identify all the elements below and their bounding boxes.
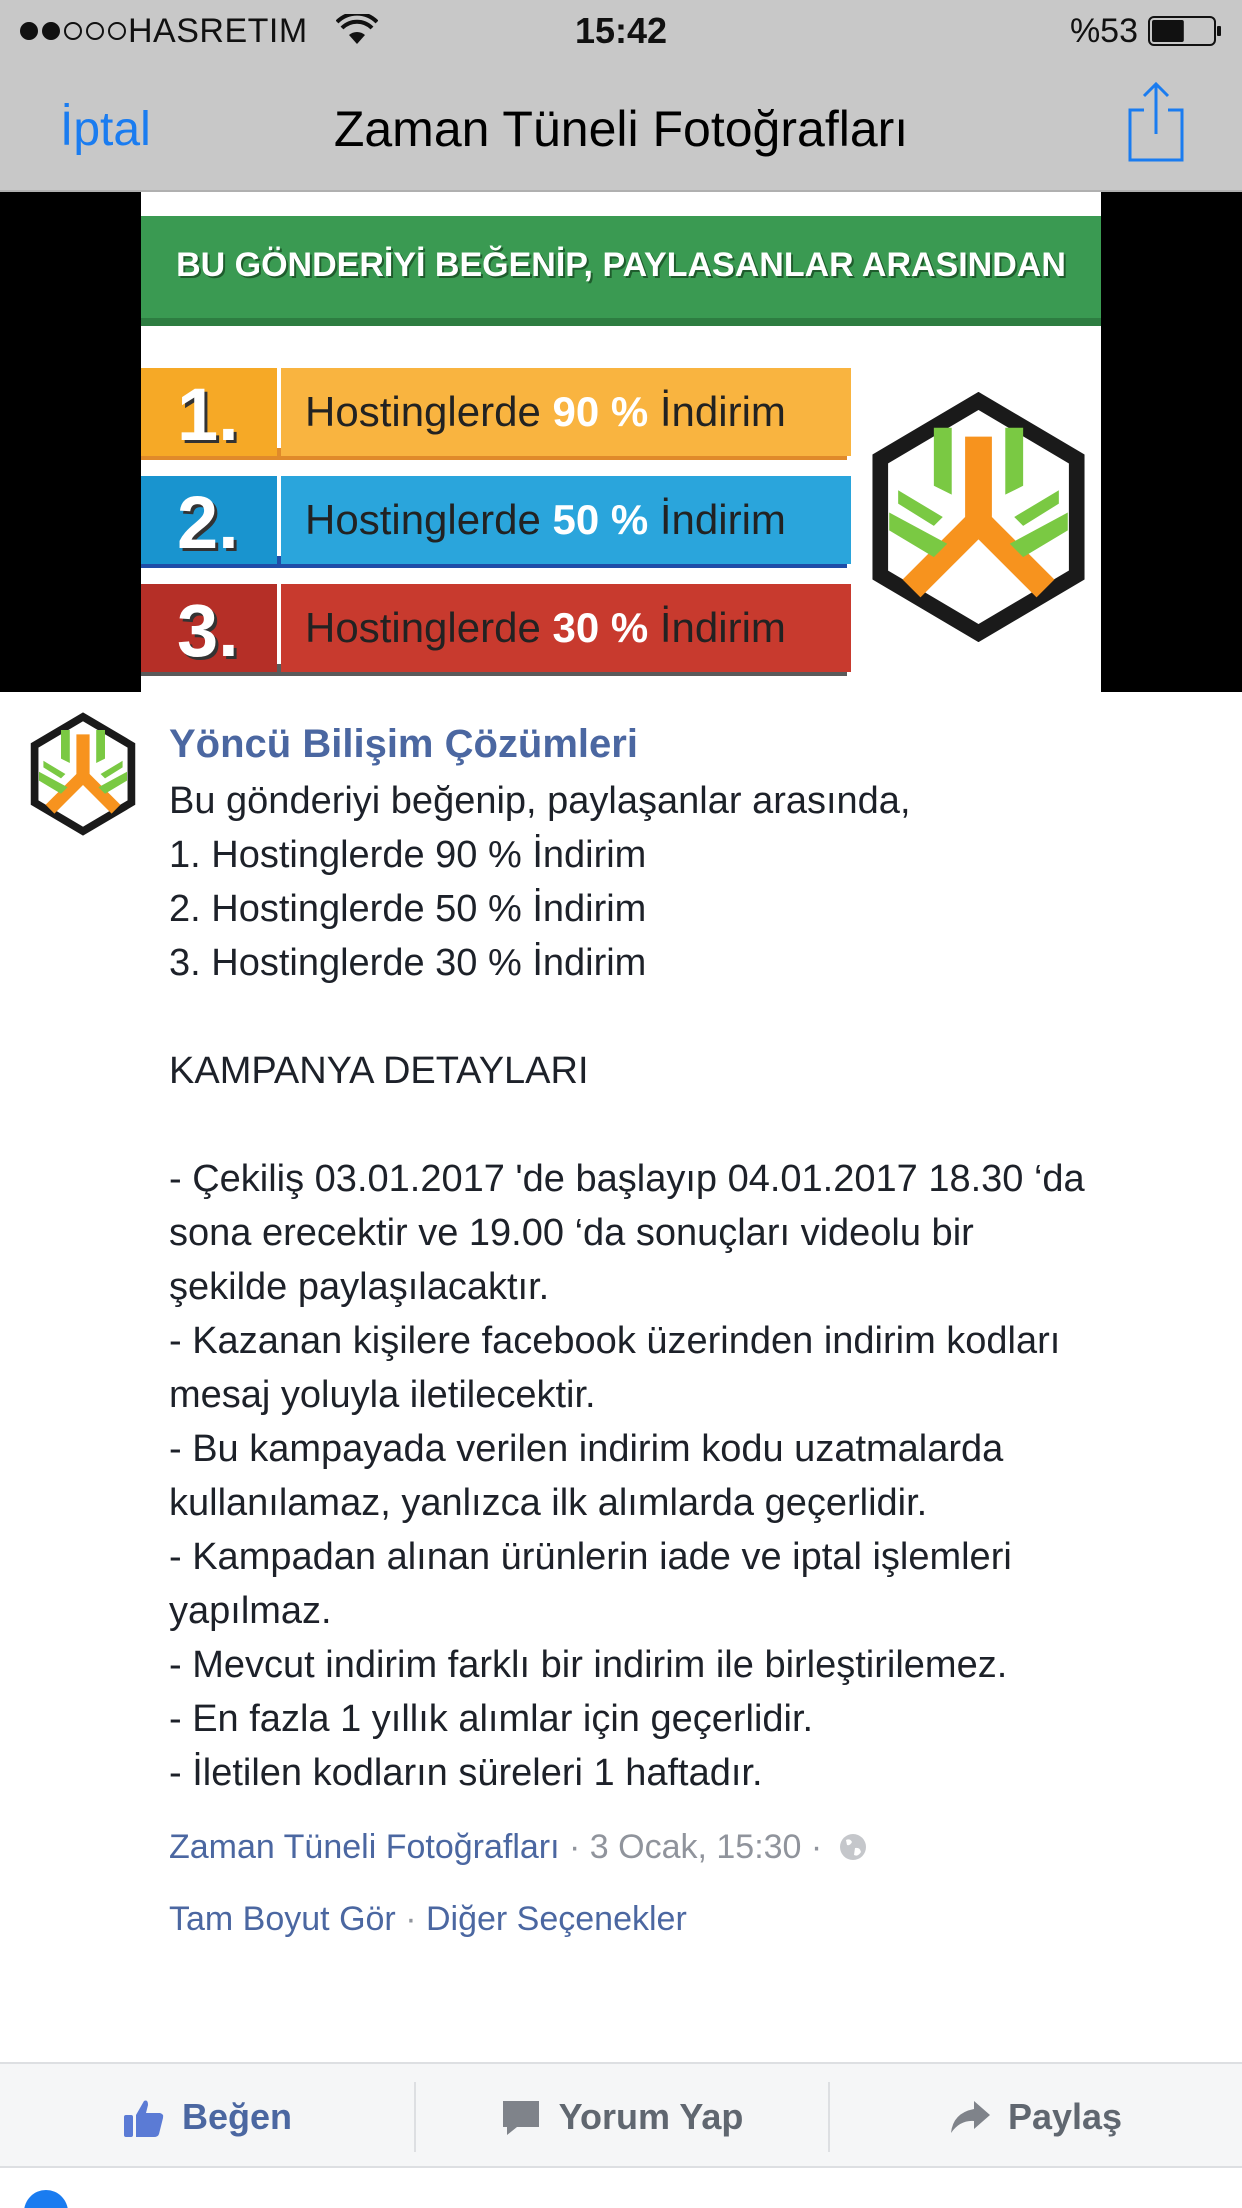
post-text-line: sona erecektir ve 19.00 ‘da sonuçları videolu bir <box>169 1212 974 1254</box>
prize-label: Hostinglerde 50 % İndirim <box>305 496 786 543</box>
post-text <box>169 774 1219 1800</box>
battery-percentage: %53 <box>1069 12 1138 50</box>
carrier-name: HASRETIM <box>128 12 308 50</box>
post-links: Tam Boyut Gör · Diğer Seçenekler <box>169 1900 687 1938</box>
more-options-link[interactable]: Diğer Seçenekler <box>425 1900 687 1938</box>
post-text-line: - Kampadan alınan ürünlerin iade ve iptal işlemleri <box>169 1536 1012 1578</box>
post-text-line: yapılmaz. <box>169 1590 332 1632</box>
banner-header-text: BU GÖNDERİYİ BEĞENİP, PAYLASANLAR ARASINDAN <box>176 246 1066 284</box>
battery-icon <box>1148 16 1222 46</box>
post-text-line: - İletilen kodların süreleri 1 haftadır. <box>169 1752 763 1794</box>
page-avatar[interactable] <box>28 712 138 836</box>
next-comment-preview <box>0 2168 1242 2208</box>
clock: 15:42 <box>574 10 668 51</box>
comment-icon <box>499 2095 543 2139</box>
share-arrow-icon <box>948 2095 992 2139</box>
comment-label: Yorum Yap <box>558 2096 744 2137</box>
campaign-banner-image <box>141 192 1101 692</box>
prize-label: Hostinglerde 90 % İndirim <box>305 388 786 435</box>
post-text-line: KAMPANYA DETAYLARI <box>169 1050 589 1092</box>
post-text-line: kullanılamaz, yanlızca ilk alımlarda geçerlidir. <box>169 1482 928 1524</box>
post-text-line: - Bu kampayada verilen indirim kodu uzatmalarda <box>169 1428 1004 1470</box>
post-date: 3 Ocak, 15:30 <box>589 1828 802 1866</box>
share-icon[interactable] <box>1126 80 1186 164</box>
post-text-line: mesaj yoluyla iletilecektir. <box>169 1374 596 1416</box>
share-label: Paylaş <box>1007 2096 1123 2137</box>
company-logo-icon <box>866 392 1091 642</box>
action-bar <box>0 2062 1242 2168</box>
prize-label: Hostinglerde 30 % İndirim <box>305 604 786 651</box>
post-text-line: Bu gönderiyi beğenip, paylaşanlar arasında, <box>169 780 911 822</box>
prize-row <box>141 476 851 564</box>
post-text-line: 3. Hostinglerde 30 % İndirim <box>169 942 647 984</box>
prize-number: 1. <box>177 373 239 456</box>
comment-button[interactable] <box>414 2064 828 2170</box>
thumbs-up-icon <box>122 2095 166 2139</box>
prize-row <box>141 584 851 672</box>
like-button[interactable] <box>0 2064 414 2170</box>
navigation-bar <box>0 62 1242 192</box>
full-size-link[interactable]: Tam Boyut Gör <box>169 1900 396 1938</box>
prize-row <box>141 368 851 456</box>
post-text-line: şekilde paylaşılacaktır. <box>169 1266 550 1308</box>
post-text-line: 2. Hostinglerde 50 % İndirim <box>169 888 647 930</box>
post-text-line: - Mevcut indirim farklı bir indirim ile birleştirilemez. <box>169 1644 1008 1686</box>
post-text-line: - Kazanan kişilere facebook üzerinden indirim kodları <box>169 1320 1061 1362</box>
globe-icon <box>838 1832 868 1862</box>
post-author[interactable]: Yöncü Bilişim Çözümleri <box>169 722 638 766</box>
album-link[interactable]: Zaman Tüneli Fotoğrafları <box>169 1828 560 1866</box>
post-text-line <box>169 1098 1219 1152</box>
share-button[interactable] <box>828 2064 1242 2170</box>
post-text-line: - En fazla 1 yıllık alımlar için geçerlidir. <box>169 1698 814 1740</box>
page-title: Zaman Tüneli Fotoğrafları <box>333 101 909 157</box>
photo-viewer[interactable] <box>0 192 1242 692</box>
post-text-line: 1. Hostinglerde 90 % İndirim <box>169 834 647 876</box>
like-label: Beğen <box>181 2096 293 2137</box>
next-avatar <box>24 2190 68 2208</box>
post-text-line: - Çekiliş 03.01.2017 'de başlayıp 04.01.2017 18.30 ‘da <box>169 1158 1085 1200</box>
post-meta: Zaman Tüneli Fotoğrafları · 3 Ocak, 15:30 · <box>169 1828 868 1867</box>
prize-number: 2. <box>177 481 239 564</box>
prize-number: 3. <box>177 589 239 672</box>
banner-header <box>141 216 1101 326</box>
status-bar <box>0 0 1242 62</box>
cancel-button[interactable]: İptal <box>60 103 151 156</box>
post-text-line <box>169 990 1219 1044</box>
